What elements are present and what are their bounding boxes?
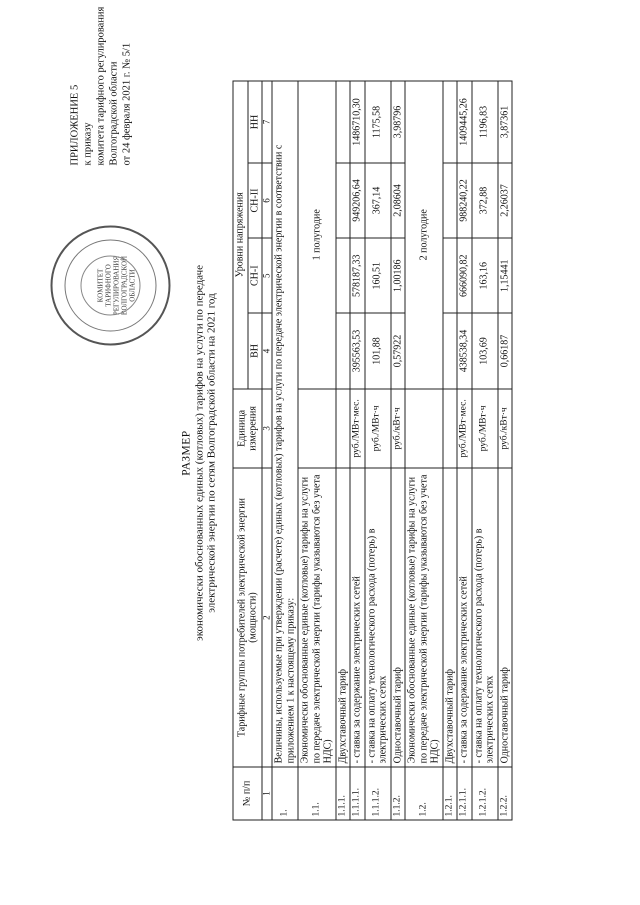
row-code: 1.2.1.2. bbox=[471, 766, 497, 819]
row-name: Двухставочный тариф bbox=[335, 468, 350, 767]
row-unit bbox=[335, 388, 350, 468]
row-code: 1.1. bbox=[298, 766, 336, 819]
cell-sn1: 1,00186 bbox=[390, 238, 405, 313]
cell-vn: 438538,34 bbox=[457, 313, 472, 388]
document-title bbox=[180, 0, 218, 905]
cell-nn: 3,98796 bbox=[390, 81, 405, 163]
cell-vn: 0,66187 bbox=[497, 313, 512, 388]
row-unit: руб./МВт·мес. bbox=[457, 388, 472, 468]
appendix-date: от 24 февраля 2021 г. № 5/1 bbox=[121, 42, 132, 165]
cell-vn bbox=[442, 313, 457, 388]
period-label: 1 полугодие bbox=[298, 81, 336, 389]
appendix-region: Волгоградской области bbox=[108, 60, 119, 165]
table-row bbox=[390, 81, 405, 820]
row-name: - ставка на оплату технологического расхода (потерь) в электрических сетях bbox=[364, 468, 390, 767]
row-name: Одноставочный тариф bbox=[390, 468, 405, 767]
seal-text: КОМИТЕТ ТАРИФНОГО РЕГУЛИРОВАНИЯ ВОЛГОГРАДСКОЙ ОБЛАСТИ bbox=[96, 255, 136, 315]
row-code: 1.2.1. bbox=[442, 766, 457, 819]
column-index: 5 bbox=[262, 238, 272, 313]
cell-nn bbox=[335, 81, 350, 163]
cell-sn2 bbox=[442, 162, 457, 237]
table-row bbox=[364, 81, 390, 820]
title-line-3: электрической энергии по сетям Волгоградской области на 2021 год bbox=[205, 292, 217, 613]
header-sn1: СН-I bbox=[247, 238, 262, 313]
row-name: - ставка за содержание электрических сетей bbox=[350, 468, 365, 767]
row-name: Величины, используемые при утверждении (расчете) единых (котловых) тарифов на услуги по передаче электрической энергии в соответствии с приложением 1 к настоящему приказу: bbox=[272, 81, 298, 767]
column-index: 4 bbox=[262, 313, 272, 388]
header-vn: ВН bbox=[247, 313, 262, 388]
title-line-2: экономически обоснованных единых (котловых) тарифов на услуги по передаче bbox=[192, 264, 205, 641]
row-code: 1.2.1.1. bbox=[457, 766, 472, 819]
row-unit bbox=[405, 388, 443, 468]
row-name: - ставка на оплату технологического расхода (потерь) в электрических сетях bbox=[471, 468, 497, 767]
row-unit bbox=[442, 388, 457, 468]
column-index-row bbox=[262, 81, 272, 820]
cell-sn1: 160,51 bbox=[364, 238, 390, 313]
row-unit: руб./кВт·ч bbox=[497, 388, 512, 468]
row-name: - ставка за содержание электрических сетей bbox=[457, 468, 472, 767]
cell-sn2: 988240,22 bbox=[457, 162, 472, 237]
row-unit: руб./МВт·ч bbox=[471, 388, 497, 468]
cell-sn1: 666090,82 bbox=[457, 238, 472, 313]
table-row bbox=[471, 81, 497, 820]
row-code: 1. bbox=[272, 766, 298, 819]
row-code: 1.2.2. bbox=[497, 766, 512, 819]
period-label: 2 полугодие bbox=[405, 81, 443, 389]
cell-sn2 bbox=[335, 162, 350, 237]
cell-sn1: 1,15441 bbox=[497, 238, 512, 313]
cell-vn: 0,57922 bbox=[390, 313, 405, 388]
cell-nn: 1486710,30 bbox=[350, 81, 365, 163]
appendix-committee: комитета тарифного регулирования bbox=[95, 6, 106, 165]
appendix-title: ПРИЛОЖЕНИЕ 5 bbox=[69, 84, 80, 165]
header-num: № п/п bbox=[233, 766, 262, 819]
row-name: Экономически обоснованные единые (котловые) тарифы на услуги по передаче электрической энергии (тарифы указываются без учета НДС) bbox=[405, 468, 443, 767]
row-unit: руб./МВт·мес. bbox=[350, 388, 365, 468]
cell-sn2: 2,26037 bbox=[497, 162, 512, 237]
cell-vn: 103,69 bbox=[471, 313, 497, 388]
table-row bbox=[350, 81, 365, 820]
header-nn: НН bbox=[247, 81, 262, 163]
cell-sn2: 2,08604 bbox=[390, 162, 405, 237]
header-sn2: СН-II bbox=[247, 162, 262, 237]
row-code: 1.2. bbox=[405, 766, 443, 819]
row-code: 1.1.1.1. bbox=[350, 766, 365, 819]
table-row bbox=[442, 81, 457, 820]
row-code: 1.1.1. bbox=[335, 766, 350, 819]
row-unit bbox=[298, 388, 336, 468]
cell-vn: 395563,53 bbox=[350, 313, 365, 388]
header-unit: Единица измерения bbox=[233, 388, 262, 468]
row-code: 1.1.2. bbox=[390, 766, 405, 819]
table-row bbox=[335, 81, 350, 820]
cell-sn2: 949206,64 bbox=[350, 162, 365, 237]
cell-sn1: 163,16 bbox=[471, 238, 497, 313]
cell-sn2: 367,14 bbox=[364, 162, 390, 237]
table-row bbox=[457, 81, 472, 820]
row-unit: руб./МВт·ч bbox=[364, 388, 390, 468]
cell-sn1: 578187,33 bbox=[350, 238, 365, 313]
row-name: Экономически обоснованные единые (котловые) тарифы на услуги по передаче электрической энергии (тарифы указываются без учета НДС) bbox=[298, 468, 336, 767]
table-row bbox=[298, 81, 336, 820]
appendix-order: к приказу bbox=[82, 122, 93, 165]
header-levels: Уровни напряжения bbox=[233, 81, 248, 389]
row-unit: руб./кВт·ч bbox=[390, 388, 405, 468]
cell-nn: 1409445,26 bbox=[457, 81, 472, 163]
row-name: Двухставочный тариф bbox=[442, 468, 457, 767]
cell-sn2: 372,88 bbox=[471, 162, 497, 237]
cell-nn bbox=[442, 81, 457, 163]
tariff-table bbox=[232, 80, 512, 820]
column-index: 2 bbox=[262, 468, 272, 767]
cell-vn: 101,88 bbox=[364, 313, 390, 388]
title-heading: РАЗМЕР bbox=[180, 429, 192, 476]
cell-sn1 bbox=[335, 238, 350, 313]
column-index: 7 bbox=[262, 81, 272, 163]
cell-nn: 1196,83 bbox=[471, 81, 497, 163]
official-seal bbox=[50, 225, 170, 345]
column-index: 6 bbox=[262, 162, 272, 237]
cell-vn bbox=[335, 313, 350, 388]
cell-nn: 1175,58 bbox=[364, 81, 390, 163]
header-group: Тарифные группы потребителей электрической энергии (мощности) bbox=[233, 468, 262, 767]
table-row bbox=[405, 81, 443, 820]
table-row bbox=[497, 81, 512, 820]
column-index: 3 bbox=[262, 388, 272, 468]
column-index: 1 bbox=[262, 766, 272, 819]
appendix-header bbox=[68, 0, 133, 165]
row-name: Одноставочный тариф bbox=[497, 468, 512, 767]
table-row bbox=[272, 81, 298, 820]
cell-sn1 bbox=[442, 238, 457, 313]
header-row bbox=[233, 81, 248, 820]
cell-nn: 3,87361 bbox=[497, 81, 512, 163]
row-code: 1.1.1.2. bbox=[364, 766, 390, 819]
